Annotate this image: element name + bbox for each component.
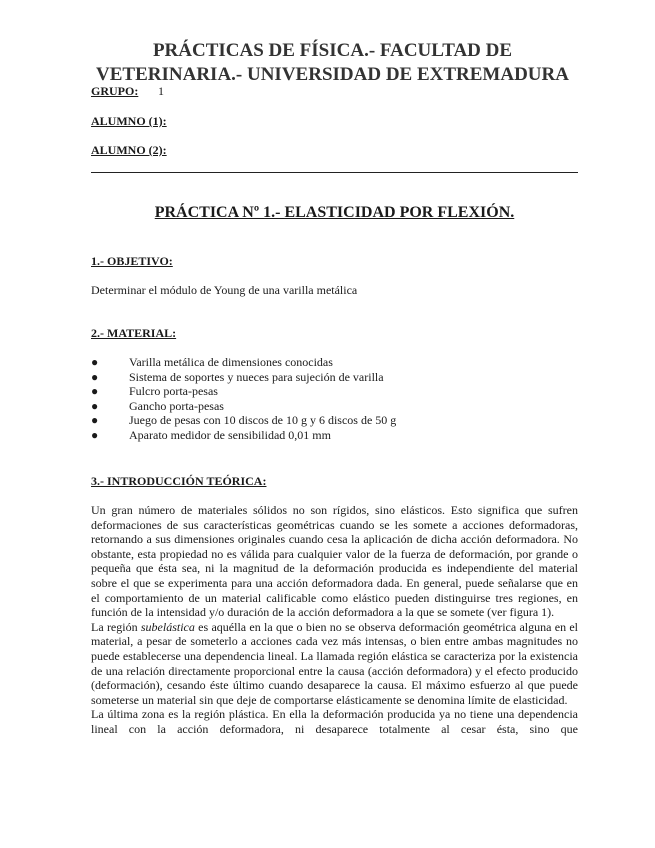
bullet-icon: ●	[91, 369, 99, 384]
intro-paragraph-2	[91, 620, 578, 708]
bullet-icon: ●	[91, 384, 99, 399]
header-title-line2: VETERINARIA.- UNIVERSIDAD DE EXTREMADURA	[96, 64, 569, 85]
alumno1-label: ALUMNO (1):	[91, 114, 167, 128]
material-item-text: Gancho porta-pesas	[129, 398, 224, 413]
introduccion-body	[91, 503, 578, 737]
header-title	[80, 39, 585, 87]
bullet-icon: ●	[91, 413, 99, 428]
list-item	[91, 384, 396, 399]
list-item	[91, 370, 396, 385]
list-item	[91, 428, 396, 443]
objetivo-heading: 1.- OBJETIVO:	[91, 254, 173, 268]
intro-p2-pre: La región	[91, 619, 141, 634]
intro-paragraph-3: La última zona es la región plástica. En ella la deformación producida ya no tiene una dependencia lineal con la acción deformadora, ni desaparece totalmente al cesar ésta, sino que	[91, 707, 578, 736]
intro-paragraph-1: Un gran número de materiales sólidos no son rígidos, sino elásticos. Esto significa que sufren deformaciones de sus características geométricas cuando se les somete a acciones deformadoras, retornando a sus dimensiones originales cuando cesa la aplicación de dicha acción deformadora. No obstante, esta propiedad no es válida para cualquier valor de la fuerza de deformación, por grande o pequeña que ésta sea, ni la magnitud de la deformación producida es independiente del material sobre el que se experimenta para una acción deformadora dada. En general, puede señalarse que en el comportamiento de un material calificable como elástico pueden distinguirse tres regiones, en función de la intensidad y/o duración de la acción deformadora a la que se somete (ver figura 1).	[91, 503, 578, 620]
material-item-text: Varilla metálica de dimensiones conocidas	[129, 355, 333, 369]
horizontal-divider	[91, 172, 578, 173]
header-title-line1: PRÁCTICAS DE FÍSICA.- FACULTAD DE	[152, 40, 513, 61]
material-item-text: Sistema de soportes y nueces para sujeción de varilla	[129, 369, 384, 384]
practice-title: PRÁCTICA Nº 1.- ELASTICIDAD POR FLEXIÓN.	[154, 204, 515, 221]
grupo-value: 1	[158, 84, 164, 98]
bullet-icon: ●	[91, 398, 99, 413]
intro-p2-post: es aquélla en la que o bien no se observa deformación geométrica alguna en el material, a pesar de someterlo a acciones cada vez más intensas, o bien entre ambas magnitudes no puede establecerse una dependencia lineal. La llamada región elástica se caracteriza por la existencia de una relación directamente proporcional entre la causa (acción deformadora) y el efecto producido (deformación), cesando éste último cuando desaparece la causa. El máximo esfuerzo al que puede someterse un material sin que deje de comportarse elásticamente se denomina límite de elasticidad.	[91, 619, 579, 707]
material-list	[91, 355, 396, 443]
bullet-icon: ●	[91, 355, 99, 369]
list-item	[91, 399, 396, 414]
material-item-text: Aparato medidor de sensibilidad 0,01 mm	[129, 427, 331, 442]
material-heading: 2.- MATERIAL:	[91, 326, 177, 340]
list-item	[91, 355, 396, 370]
introduccion-heading: 3.- INTRODUCCIÓN TEÓRICA:	[91, 474, 267, 488]
alumno2-label: ALUMNO (2):	[91, 143, 167, 157]
material-item-text: Fulcro porta-pesas	[129, 384, 218, 399]
list-item	[91, 413, 396, 428]
material-item-text: Juego de pesas con 10 discos de 10 g y 6 discos de 50 g	[129, 413, 397, 428]
intro-p2-emphasis: subelástica	[140, 619, 195, 634]
bullet-icon: ●	[91, 427, 99, 442]
grupo-label: GRUPO:	[91, 84, 139, 98]
objetivo-text: Determinar el módulo de Young de una varilla metálica	[91, 283, 358, 297]
